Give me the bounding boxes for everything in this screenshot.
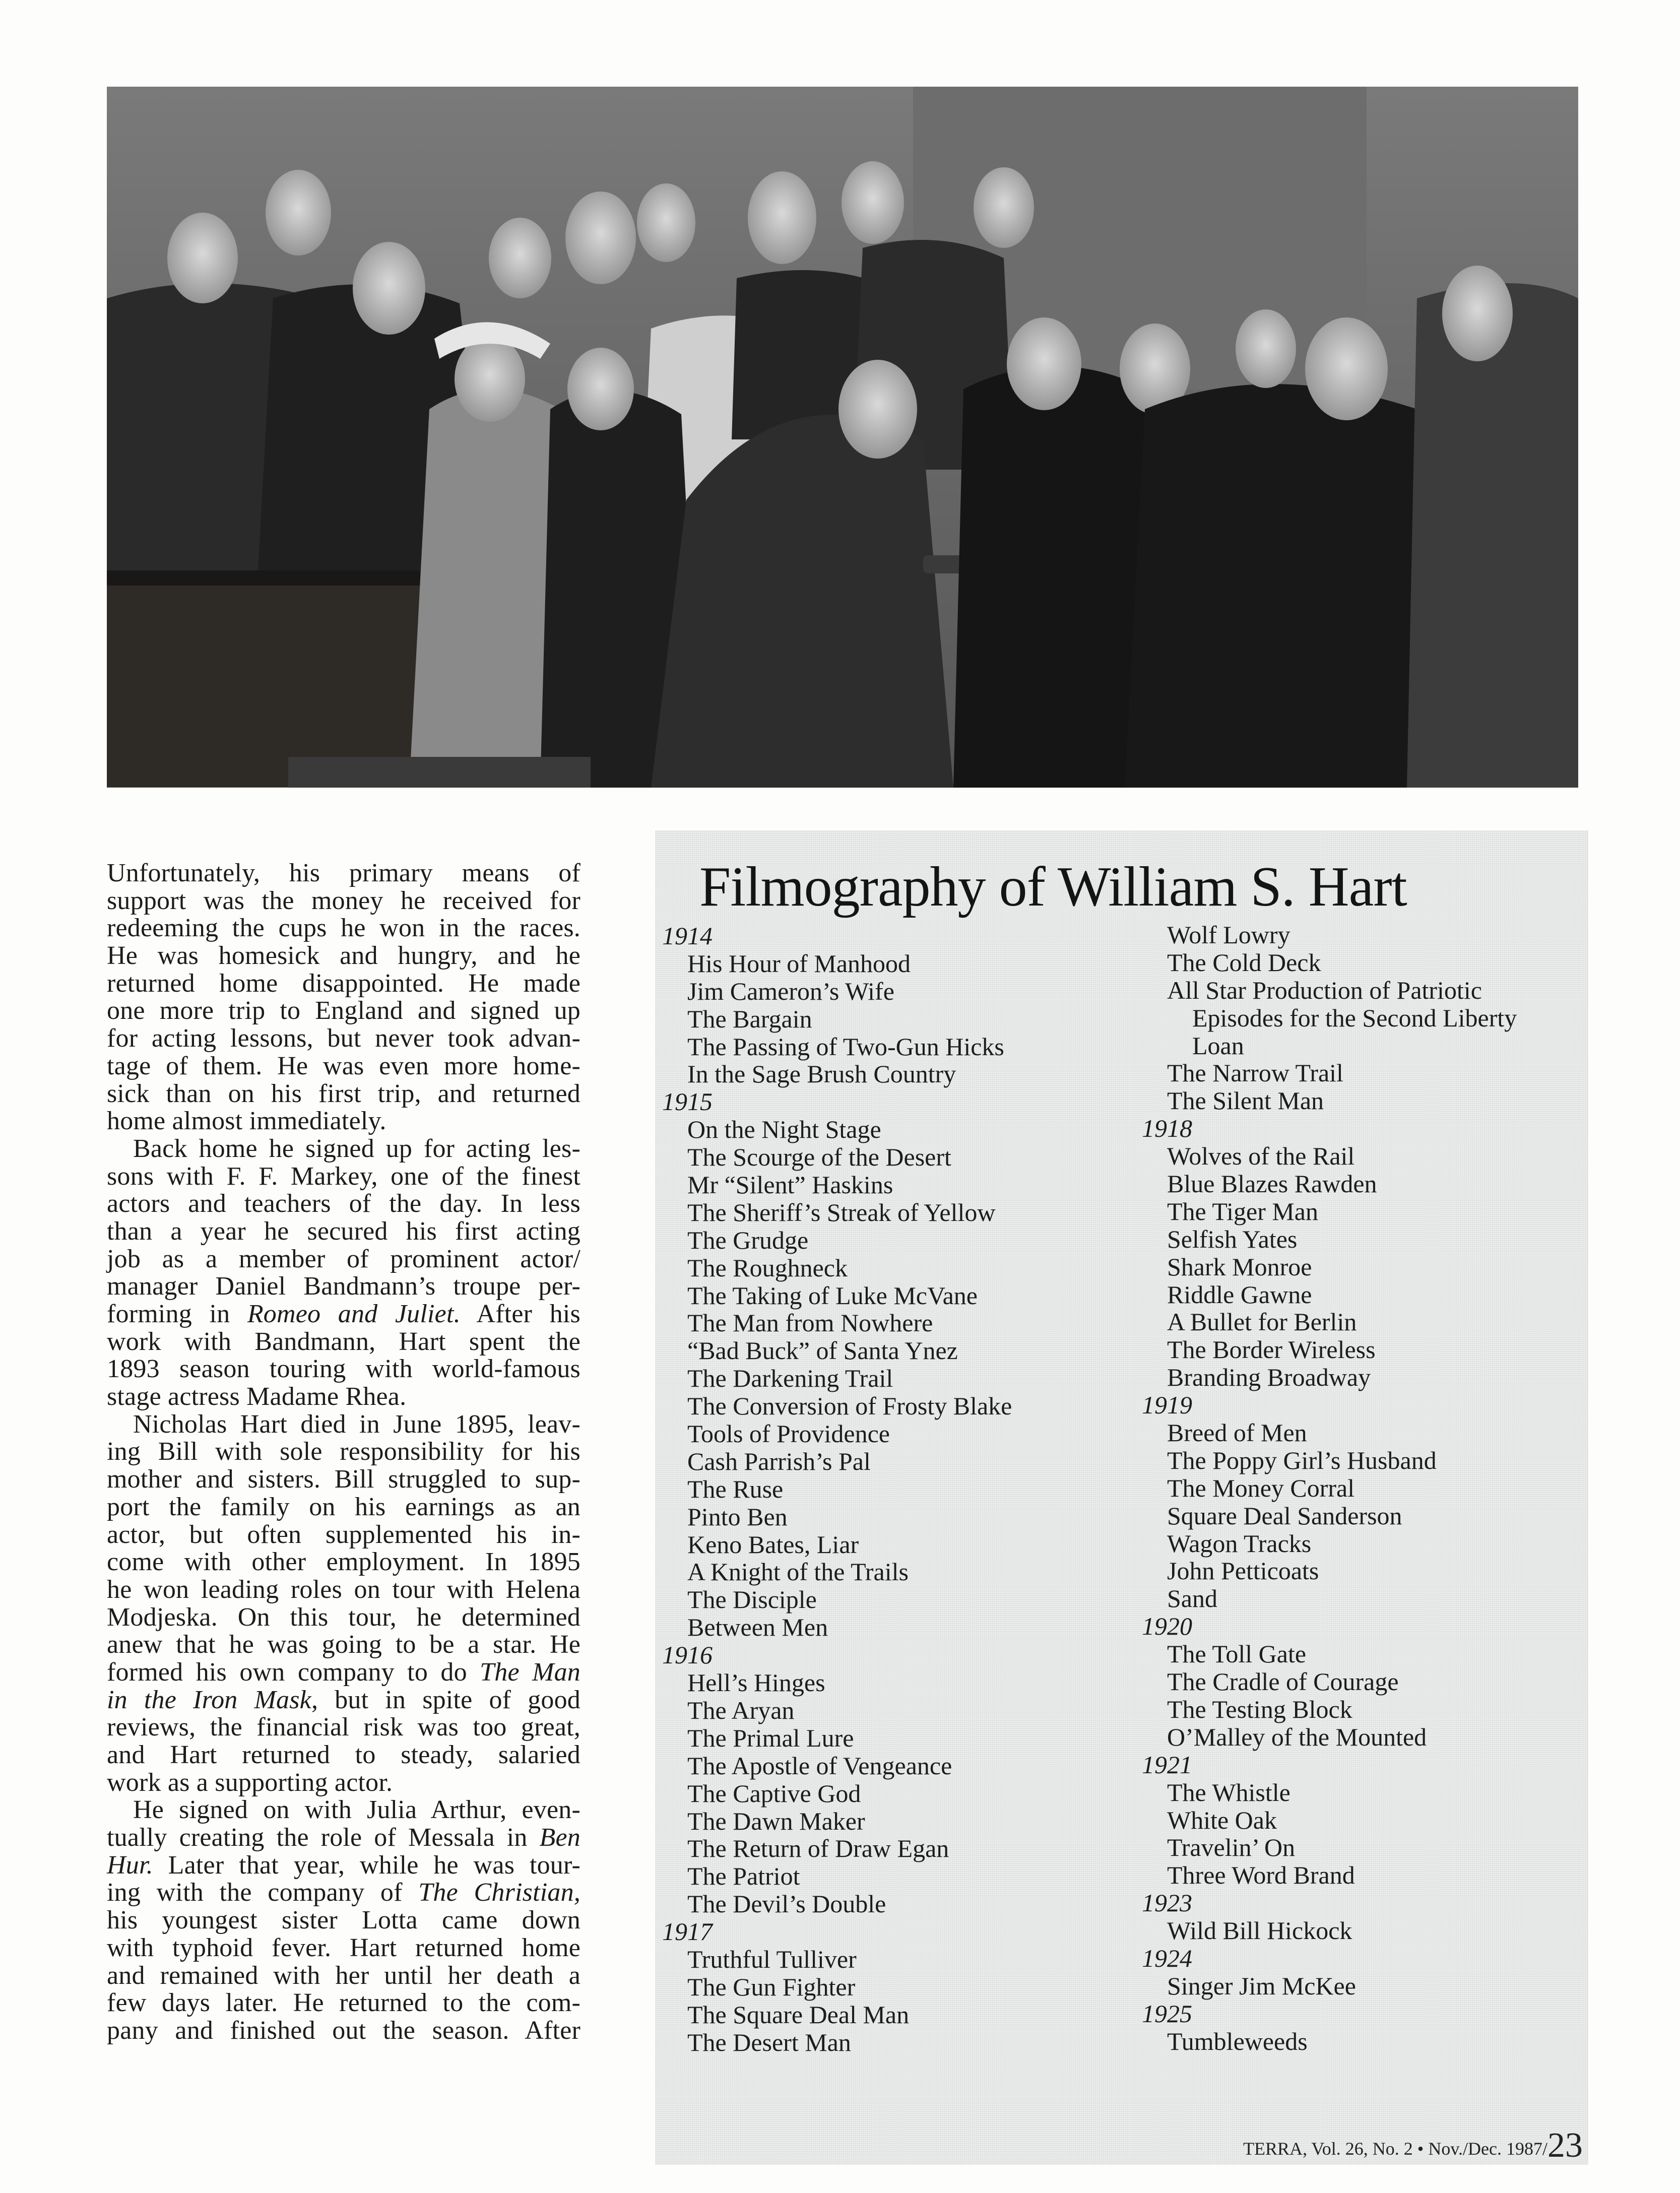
filmography-year: 1918 <box>1142 1114 1192 1143</box>
article-line-text: , but in spite of good <box>311 1685 580 1714</box>
filmography-film-title: Wolves of the Rail <box>1167 1142 1355 1171</box>
filmography-film-title: The Dawn Maker <box>687 1807 865 1835</box>
article-line-text: Later that year, while he was tour- <box>153 1850 580 1880</box>
filmography-film-title: Hell’s Hinges <box>687 1668 825 1697</box>
filmography-column-1 <box>662 922 1012 2056</box>
filmography-film-title: His Hour of Manhood <box>687 949 911 978</box>
film-still-illustration <box>107 87 1578 788</box>
filmography-film-title: The Gun Fighter <box>687 1972 856 2001</box>
article-line: ing Bill with sole responsibility for his <box>107 1437 580 1466</box>
filmography-column-2 <box>1142 921 1517 2055</box>
article-line: actors and teachers of the day. In less <box>107 1189 580 1218</box>
article-line: manager Daniel Bandmann’s troupe per- <box>107 1272 580 1301</box>
article-line: Modjeska. On this tour, he determined <box>107 1602 580 1632</box>
article-line: work as a supporting actor. <box>107 1768 393 1797</box>
filmography-film-title: The Silent Man <box>1167 1086 1324 1115</box>
film-still-photo <box>107 87 1578 788</box>
filmography-film-title: The Roughneck <box>687 1253 848 1282</box>
filmography-film-title: Selfish Yates <box>1167 1224 1298 1253</box>
filmography-year: 1916 <box>662 1641 713 1669</box>
article-line-text: After his <box>460 1300 580 1328</box>
filmography-film-title: Blue Blazes Rawden <box>1167 1170 1377 1198</box>
filmography-year: 1923 <box>1142 1889 1192 1917</box>
filmography-film-title: The Cradle of Courage <box>1167 1667 1399 1696</box>
filmography-film-title: The Scourge of the Desert <box>687 1143 951 1172</box>
filmography-film-title: The Captive God <box>687 1779 861 1808</box>
filmography-year: 1917 <box>662 1917 713 1946</box>
filmography-film-title: The Narrow Trail <box>1167 1059 1343 1087</box>
filmography-title: Filmography of William S. Hart <box>699 856 1407 918</box>
filmography-film-title: A Knight of the Trails <box>687 1558 909 1586</box>
article-line-text: tually creating the role of Messala in <box>107 1823 540 1852</box>
article-line: Back home he signed up for acting les- <box>133 1134 580 1163</box>
article-line: tage of them. He was even more home- <box>107 1051 580 1080</box>
filmography-year: 1919 <box>1142 1391 1192 1420</box>
article-line: one more trip to England and signed up <box>107 996 580 1025</box>
article-line: pany and finished out the season. After <box>107 2016 580 2045</box>
article-line: for acting lessons, but never took advan- <box>107 1024 580 1053</box>
filmography-film-title: The Toll Gate <box>1167 1640 1307 1668</box>
filmography-film-title: The Money Corral <box>1167 1473 1355 1502</box>
article-line: Unfortunately, his primary means of <box>107 859 580 887</box>
filmography-film-title: White Oak <box>1167 1805 1277 1834</box>
filmography-film-title: The Sheriff’s Streak of Yellow <box>687 1198 996 1227</box>
filmography-film-title: Tools of Providence <box>687 1420 890 1448</box>
article-line-text: formed his own company to do <box>107 1657 480 1687</box>
article-line: than a year he secured his first acting <box>107 1216 580 1246</box>
filmography-film-title: The Grudge <box>687 1226 809 1254</box>
filmography-film-title: The Return of Draw Egan <box>687 1834 949 1863</box>
filmography-film-title: In the Sage Brush Country <box>687 1060 956 1088</box>
filmography-film-title: The Poppy Girl’s Husband <box>1167 1446 1437 1474</box>
article-line: few days later. He returned to the com- <box>107 1988 580 2018</box>
filmography-film-title: Mr “Silent” Haskins <box>687 1171 893 1199</box>
filmography-film-title: The Man from Nowhere <box>687 1309 933 1337</box>
filmography-film-title: The Ruse <box>687 1474 784 1503</box>
article-line: returned home disappointed. He made <box>107 969 580 998</box>
italic-work-title: Romeo and Juliet. <box>247 1300 461 1328</box>
filmography-film-title: The Square Deal Man <box>687 2000 910 2029</box>
filmography-film-title: The Bargain <box>687 1004 812 1033</box>
filmography-film-title: On the Night Stage <box>687 1115 881 1144</box>
article-line: sick than on his first trip, and returned <box>107 1079 580 1108</box>
filmography-film-title: The Disciple <box>687 1585 817 1614</box>
article-line <box>107 1301 580 1328</box>
article-line: stage actress Madame Rhea. <box>107 1382 407 1411</box>
article-line <box>107 1879 580 1907</box>
filmography-film-title: O’Malley of the Mounted <box>1167 1722 1427 1751</box>
filmography-film-title: Shark Monroe <box>1167 1252 1312 1281</box>
filmography-film-title: Cash Parrish’s Pal <box>687 1447 871 1475</box>
filmography-film-title: Episodes for the Second Liberty <box>1192 1003 1517 1032</box>
article-line <box>107 1659 580 1687</box>
article-line: work with Bandmann, Hart spent the <box>107 1327 580 1356</box>
italic-work-title: Ben <box>539 1823 580 1852</box>
filmography-film-title: Branding Broadway <box>1167 1363 1371 1392</box>
filmography-film-title: The Primal Lure <box>687 1723 854 1752</box>
article-line: redeeming the cups he won in the races. <box>107 914 580 943</box>
filmography-film-title: Riddle Gawne <box>1167 1280 1312 1309</box>
filmography-year: 1924 <box>1142 1944 1192 1972</box>
filmography-film-title: Loan <box>1192 1031 1244 1060</box>
filmography-film-title: Pinto Ben <box>687 1502 788 1531</box>
article-line: with typhoid fever. Hart returned home <box>107 1933 580 1962</box>
article-line: support was the money he received for <box>107 886 580 915</box>
filmography-year: 1915 <box>662 1087 713 1116</box>
filmography-year: 1914 <box>662 922 713 950</box>
filmography-film-title: Jim Cameron’s Wife <box>687 977 894 1005</box>
filmography-film-title: A Bullet for Berlin <box>1167 1308 1357 1336</box>
filmography-film-title: The Passing of Two-Gun Hicks <box>687 1032 1004 1061</box>
filmography-film-title: The Cold Deck <box>1167 948 1321 977</box>
article-line: He was homesick and hungry, and he <box>107 941 580 971</box>
filmography-film-title: Breed of Men <box>1167 1418 1307 1447</box>
filmography-film-title: Tumbleweeds <box>1167 2027 1308 2055</box>
filmography-film-title: Square Deal Sanderson <box>1167 1501 1402 1530</box>
article-line: sons with F. F. Markey, one of the finest <box>107 1162 580 1191</box>
filmography-film-title: Sand <box>1167 1584 1217 1613</box>
article-line-text: ing with the company of <box>107 1878 419 1907</box>
page-footer <box>1243 2125 1583 2166</box>
article-line: port the family on his earnings as an <box>107 1492 580 1521</box>
article-line: he won leading roles on tour with Helena <box>107 1575 580 1604</box>
filmography-film-title: The Tiger Man <box>1167 1197 1318 1226</box>
article-line: and remained with her until her death a <box>107 1961 580 1990</box>
filmography-film-title: The Border Wireless <box>1167 1335 1376 1364</box>
filmography-film-title: Between Men <box>687 1613 828 1642</box>
filmography-film-title: Truthful Tulliver <box>687 1945 857 1973</box>
filmography-film-title: John Petticoats <box>1167 1557 1319 1585</box>
article-line: mother and sisters. Bill struggled to sup- <box>107 1465 580 1494</box>
article-line <box>107 1824 580 1852</box>
filmography-film-title: Wolf Lowry <box>1167 921 1290 949</box>
filmography-film-title: The Desert Man <box>687 2028 851 2056</box>
filmography-film-title: Three Word Brand <box>1167 1861 1355 1890</box>
filmography-film-title: All Star Production of Patriotic <box>1167 976 1482 1004</box>
filmography-film-title: Travelin’ On <box>1167 1833 1296 1862</box>
article-line: He signed on with Julia Arthur, even- <box>133 1795 580 1825</box>
article-line-text: forming in <box>107 1300 247 1328</box>
filmography-film-title: The Patriot <box>687 1862 800 1891</box>
filmography-film-title: The Whistle <box>1167 1778 1290 1807</box>
article-line: home almost immediately. <box>107 1107 386 1136</box>
filmography-film-title: The Conversion of Frosty Blake <box>687 1392 1012 1421</box>
article-line: anew that he was going to be a star. He <box>107 1630 580 1659</box>
filmography-film-title: The Darkening Trail <box>687 1364 893 1393</box>
filmography-film-title: The Testing Block <box>1167 1695 1352 1723</box>
filmography-film-title: Keno Bates, Liar <box>687 1530 859 1559</box>
article-line: Nicholas Hart died in June 1895, leav- <box>133 1409 580 1439</box>
filmography-film-title: The Apostle of Vengeance <box>687 1751 952 1780</box>
filmography-film-title: The Taking of Luke McVane <box>687 1281 978 1310</box>
article-line <box>107 1687 580 1714</box>
filmography-film-title: “Bad Buck” of Santa Ynez <box>687 1336 958 1365</box>
italic-work-title: The Christian, <box>418 1878 580 1907</box>
article-line: reviews, the financial risk was too great, <box>107 1713 580 1742</box>
page-number: 23 <box>1547 2126 1583 2165</box>
filmography-year: 1921 <box>1142 1750 1192 1779</box>
article-line: actor, but often supplemented his in- <box>107 1520 580 1549</box>
filmography-film-title: Wagon Tracks <box>1167 1529 1312 1558</box>
filmography-film-title: Wild Bill Hickock <box>1167 1916 1352 1945</box>
publication-info: TERRA, Vol. 26, No. 2 • Nov./Dec. 1987/ <box>1243 2139 1547 2159</box>
article-line: 1893 season touring with world-famous <box>107 1354 580 1384</box>
italic-work-title: The Man <box>480 1657 580 1687</box>
article-line <box>107 1852 580 1880</box>
italic-work-title: in the Iron Mask <box>107 1685 311 1714</box>
filmography-year: 1925 <box>1142 1999 1192 2028</box>
article-line: job as a member of prominent actor/ <box>107 1244 580 1273</box>
filmography-film-title: The Aryan <box>687 1696 795 1724</box>
article-body-column <box>107 860 580 2045</box>
article-line: and Hart returned to steady, salaried <box>107 1740 580 1769</box>
article-line: come with other employment. In 1895 <box>107 1547 580 1577</box>
filmography-sidebar <box>655 830 1588 2165</box>
filmography-year: 1920 <box>1142 1612 1192 1641</box>
italic-work-title: Hur. <box>107 1850 153 1880</box>
article-line: his youngest sister Lotta came down <box>107 1906 580 1935</box>
filmography-film-title: Singer Jim McKee <box>1167 1971 1356 2000</box>
filmography-film-title: The Devil’s Double <box>687 1890 886 1918</box>
